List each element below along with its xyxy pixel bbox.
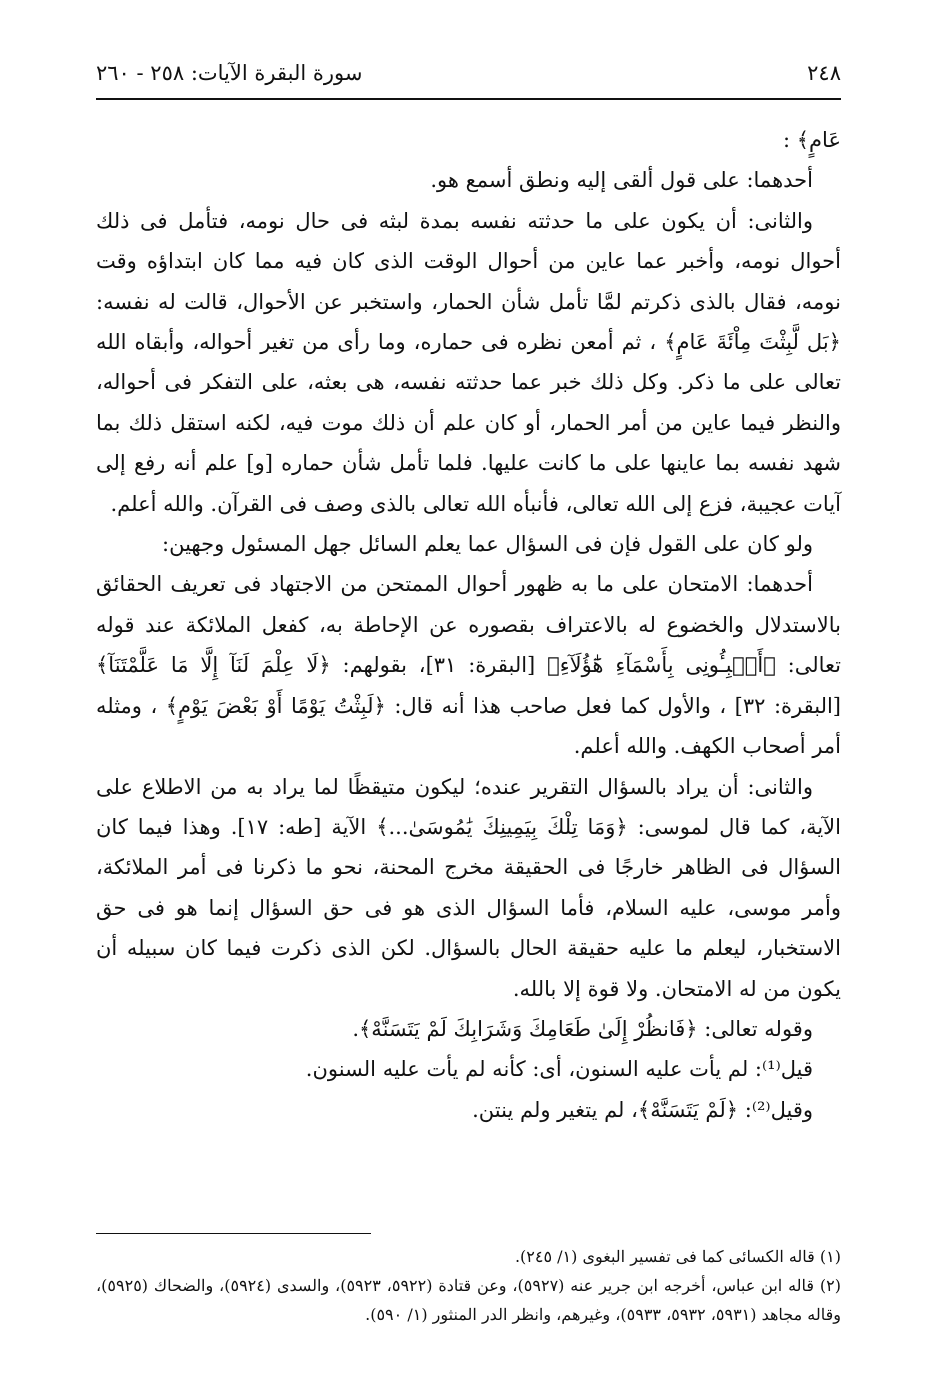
paragraph-opinion-2: وقيل⁽²⁾: ﴿لَمْ يَتَسَنَّهْ﴾، لم يتغير ولم ينتن.	[472, 1097, 813, 1122]
paragraph-first-opinion: أحدهما: على قول ألقى إليه ونطق أسمع هو.	[430, 168, 813, 193]
paragraph-continuation: عَامٍ﴾ :	[783, 128, 841, 152]
main-text	[96, 120, 841, 1130]
page-number: ٢٤٨	[807, 61, 841, 85]
footnote-1: (١) قاله الكسائى كما فى تفسير البغوى (١/ ٢٤٥).	[514, 1247, 841, 1266]
footnote-separator	[96, 1233, 371, 1234]
running-title: سورة البقرة الآيات: ٢٥٨ - ٢٦٠	[96, 61, 363, 85]
header-rule	[96, 98, 841, 100]
paragraph-second-aspect: والثانى: أن يراد بالسؤال التقرير عنده؛ ليكون متيقظًا لما يراد به من الاطلاع على الآية، كما قال لموسى: ﴿وَمَا تِلْكَ بِيَمِينِكَ يَٰمُوسَىٰ...﴾ الآية [طه: ١٧]. وهذا فيما كان السؤال فى الظاهر خارجًا فى الحقيقة مخرج المحنة، نحو ما ذكرنا فى أمر الملائكة، وأمر موسى، عليه السلام، فأما السؤال الذى هو فى حق السؤال إنما هو فى حق الاستخبار، ليعلم ما عليه حقيقة الحال بالسؤال. لكن الذى ذكرت فيما كان سبيله أن يكون من له الامتحان. ولا قوة إلا بالله.	[96, 774, 841, 1001]
paragraph-second-opinion: والثانى: أن يكون على ما حدثته نفسه بمدة لبثه فى حال نومه، فتأمل فى ذلك أحوال نومه، وأخبر عما عاين من أحوال الوقت الذى كان فيه مما كان ابتداؤه وقت نومه، فقال بالذى ذكرتم لمَّا تأمل شأن الحمار، واستخبر عن الأحوال، قالت له نفسه: ﴿بَل لَّبِثْتَ مِاْئَةَ عَامٍ﴾ ، ثم أمعن نظره فى حماره، وما رأى من تغير أحواله، وأبقاه الله تعالى على ما ذكر. وكل ذلك خبر عما حدثته نفسه، هى بعثه، على التفكر فى أحواله، والنظر فيما عاين من أمر الحمار، أو كان علم أن ذلك موت فيه، لكنه استقل ذلك بما شهد نفسه بما عاينها على ما كانت عليها. فلما تأمل شأن حماره [و] علم أنه رفع إلى آيات عجيبة، فزع إلى الله تعالى، فأنبأه الله تعالى بالذى وصف فى القرآن. والله أعلم.	[96, 208, 841, 516]
paragraph-two-aspects: ولو كان على القول فإن فى السؤال عما يعلم السائل جهل المسئول وجهين:	[162, 532, 813, 557]
footnotes	[96, 1242, 841, 1329]
paragraph-first-aspect: أحدهما: الامتحان على ما به ظهور أحوال الممتحن من الاجتهاد فى تعريف الحقائق بالاستدلال والخضوع له بالاعتراف بقصوره عن الإحاطة به، كفعل الملائكة عند قوله تعالى: ﴿أَنۢبِـُٔونِى بِأَسْمَآءِ هَٰٓؤُلَآءِ﴾ [البقرة: ٣١]، بقولهم: ﴿لَا عِلْمَ لَنَآ إِلَّا مَا عَلَّمْتَنَآ﴾ [البقرة: ٣٢] ، والأول كما فعل صاحب هذا أنه قال: ﴿لَبِثْتُ يَوْمًا أَوْ بَعْضَ يَوْمٍ﴾ ، ومثله أمر أصحاب الكهف. والله أعلم.	[96, 572, 842, 759]
footnote-2: (٢) قاله ابن عباس، أخرجه ابن جرير عنه (٥٩٢٧)، وعن قتادة (٥٩٢٢، ٥٩٢٣)، والسدى (٥٩٢٤)، والضحاك (٥٩٢٥)، وقاله مجاهد (٥٩٣١، ٥٩٣٢، ٥٩٣٣)، وغيرهم، وانظر الدر المنثور (١/ ٥٩٠).	[96, 1276, 842, 1324]
paragraph-verse-quote: وقوله تعالى: ﴿فَانظُرْ إِلَىٰ طَعَامِكَ وَشَرَابِكَ لَمْ يَتَسَنَّهْ﴾.	[352, 1016, 813, 1041]
paragraph-opinion-1: قيل⁽¹⁾: لم يأت عليه السنون، أى: كأنه لم يأت عليه السنون.	[305, 1057, 813, 1082]
book-page	[96, 52, 841, 1352]
page-header	[96, 52, 841, 94]
